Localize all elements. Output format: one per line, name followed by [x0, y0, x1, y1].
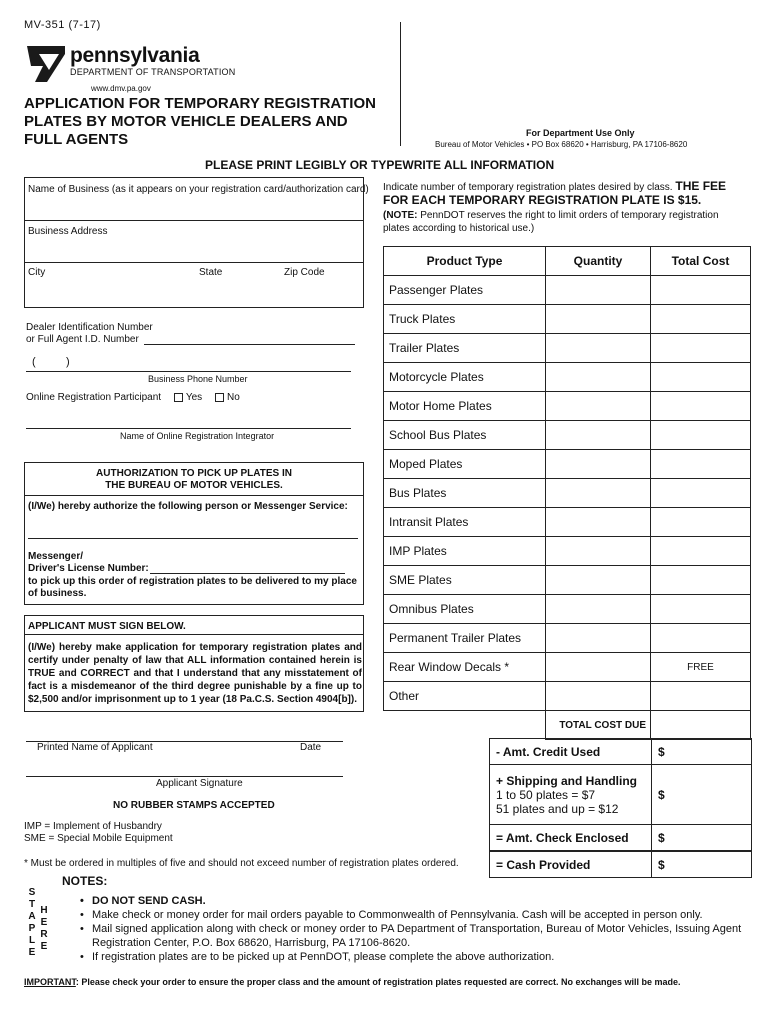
table-row: Truck Plates — [384, 305, 751, 334]
zip-label: Zip Code — [284, 267, 325, 278]
table-row: Moped Plates — [384, 450, 751, 479]
shipping-row — [489, 764, 752, 825]
shipping-label: + Shipping and Handling — [496, 773, 637, 788]
quantity-field[interactable] — [546, 276, 651, 305]
business-address-field[interactable] — [26, 238, 362, 260]
messenger-name-field[interactable] — [28, 538, 358, 539]
phone-paren-open: ( — [32, 356, 36, 368]
table-row: Bus Plates — [384, 479, 751, 508]
shipping-field[interactable]: $ — [652, 765, 752, 825]
table-row: Motorcycle Plates — [384, 363, 751, 392]
cost-field[interactable] — [651, 392, 751, 421]
cost-field[interactable] — [651, 508, 751, 537]
phone-label: Business Phone Number — [148, 374, 248, 384]
cash-row — [489, 851, 752, 878]
important-label: IMPORTANT — [24, 977, 76, 987]
col-total-cost: Total Cost — [651, 247, 751, 276]
table-row: IMP Plates — [384, 537, 751, 566]
cash-label: = Cash Provided — [490, 852, 652, 878]
logo-wordmark: pennsylvania — [70, 44, 200, 67]
cost-field[interactable] — [651, 276, 751, 305]
no-checkbox[interactable] — [215, 393, 224, 402]
shipping-rate-1: 1 to 50 plates = $7 — [496, 787, 596, 802]
indicate-text: Indicate number of temporary registration plates desired by class. — [383, 182, 673, 193]
dealer-id-label: Dealer Identification Number or Full Agent I.D. Number — [26, 322, 153, 345]
table-row: Passenger Plates — [384, 276, 751, 305]
city-state-zip-field[interactable] — [26, 280, 362, 306]
quantity-field[interactable] — [546, 566, 651, 595]
signature-label: Applicant Signature — [156, 778, 243, 789]
check-field[interactable]: $ — [652, 825, 752, 851]
online-participant-row — [26, 392, 240, 403]
state-label: State — [199, 267, 223, 278]
credit-field[interactable]: $ — [652, 739, 752, 765]
table-row: Rear Window Decals * FREE — [384, 653, 751, 682]
quantity-field[interactable] — [546, 450, 651, 479]
col-quantity: Quantity — [546, 247, 651, 276]
quantity-field[interactable] — [546, 508, 651, 537]
quantity-field[interactable] — [546, 682, 651, 711]
cost-field[interactable] — [651, 566, 751, 595]
list-item: • Mail signed application along with check or money order to PA Department of Transportation, Bureau of Motor Vehicles, Issuing Agent Registration Center, P.O. Box 68620, Harrisburg, PA 17106-8620. — [78, 922, 748, 950]
cost-field[interactable] — [651, 363, 751, 392]
total-row — [384, 711, 751, 740]
no-label: No — [226, 392, 240, 403]
authorization-statement: (I/We) hereby authorize the following person or Messenger Service: — [28, 501, 348, 512]
quantity-field[interactable] — [546, 421, 651, 450]
table-row: Intransit Plates — [384, 508, 751, 537]
staple-here-label-2: H E R E — [40, 905, 48, 952]
cost-field[interactable] — [651, 624, 751, 653]
cost-field[interactable] — [651, 305, 751, 334]
important-text: : Please check your order to ensure the proper class and the amount of registration plates requested are correct. No exchanges will be made. — [75, 977, 681, 987]
signature-field[interactable] — [26, 776, 343, 777]
quantity-field[interactable] — [546, 624, 651, 653]
table-row: School Bus Plates — [384, 421, 751, 450]
license-field[interactable] — [150, 573, 345, 574]
integrator-label: Name of Online Registration Integrator — [120, 431, 275, 441]
total-cost-due-label: TOTAL COST DUE — [546, 711, 651, 740]
yes-checkbox[interactable] — [174, 393, 183, 402]
form-title — [24, 95, 376, 149]
cost-field[interactable] — [651, 421, 751, 450]
plates-instructions — [383, 180, 753, 208]
business-name-label: Name of Business (as it appears on your registration card/authorization card) — [28, 184, 369, 195]
no-stamps-notice: NO RUBBER STAMPS ACCEPTED — [113, 800, 275, 811]
print-instruction: PLEASE PRINT LEGIBLY OR TYPEWRITE ALL INFORMATION — [205, 158, 555, 172]
quantity-field[interactable] — [546, 479, 651, 508]
col-product-type: Product Type — [384, 247, 546, 276]
online-participant-label: Online Registration Participant — [26, 392, 162, 403]
cost-field: FREE — [651, 653, 751, 682]
cost-field[interactable] — [651, 537, 751, 566]
cost-field[interactable] — [651, 450, 751, 479]
printed-name-label: Printed Name of Applicant — [37, 742, 153, 753]
quantity-field[interactable] — [546, 334, 651, 363]
important-notice — [24, 977, 681, 987]
dept-use-label: For Department Use Only — [526, 128, 635, 138]
dept-use-divider — [400, 22, 401, 146]
product-table — [383, 246, 751, 740]
yes-label: Yes — [185, 392, 203, 403]
cash-field[interactable]: $ — [652, 852, 752, 878]
table-row: Motor Home Plates — [384, 392, 751, 421]
dept-address: Bureau of Motor Vehicles • PO Box 68620 • Harrisburg, PA 17106-8620 — [435, 140, 688, 149]
authorization-title: AUTHORIZATION TO PICK UP PLATES IN THE BUREAU OF MOTOR VEHICLES. — [96, 468, 292, 491]
total-cost-due-field[interactable] — [651, 711, 751, 740]
dealer-id-field[interactable] — [144, 344, 355, 345]
cost-field[interactable] — [651, 479, 751, 508]
notes-title: NOTES: — [62, 874, 108, 888]
cost-field[interactable] — [651, 595, 751, 624]
phone-field[interactable] — [26, 371, 351, 372]
quantity-field[interactable] — [546, 392, 651, 421]
shipping-cell — [490, 765, 652, 825]
quantity-field[interactable] — [546, 363, 651, 392]
shipping-rate-2: 51 plates and up = $12 — [496, 801, 619, 816]
cost-field[interactable] — [651, 334, 751, 363]
table-row: Omnibus Plates — [384, 595, 751, 624]
business-name-field[interactable] — [26, 196, 362, 218]
table-row: SME Plates — [384, 566, 751, 595]
plates-note: (NOTE: PennDOT reserves the right to limit orders of temporary registration plates according to historical use.) — [383, 210, 719, 234]
penndot-keystone-logo-icon — [25, 44, 67, 84]
phone-paren-close: ) — [66, 356, 70, 368]
staple-here-label: S T A P L E — [28, 887, 36, 958]
fee-text: THE FEE FOR EACH TEMPORARY REGISTRATION PLATE IS $15. — [383, 179, 727, 207]
messenger-label: Messenger/ — [28, 551, 84, 562]
quantity-field[interactable] — [546, 305, 651, 334]
department-name: DEPARTMENT OF TRANSPORTATION — [70, 67, 236, 77]
city-label: City — [28, 267, 46, 278]
credit-row — [489, 738, 752, 765]
notes-list — [78, 894, 748, 964]
list-item: • DO NOT SEND CASH. — [78, 894, 748, 908]
table-row: Other — [384, 682, 751, 711]
cost-field[interactable] — [651, 682, 751, 711]
title-line-2: PLATES BY MOTOR VEHICLE DEALERS AND — [24, 113, 348, 130]
quantity-field[interactable] — [546, 653, 651, 682]
quantity-field[interactable] — [546, 537, 651, 566]
title-line-1: APPLICATION FOR TEMPORARY REGISTRATION — [24, 95, 376, 112]
table-row: Trailer Plates — [384, 334, 751, 363]
title-line-3: FULL AGENTS — [24, 131, 129, 148]
table-row: Permanent Trailer Plates — [384, 624, 751, 653]
business-address-label: Business Address — [28, 226, 108, 237]
pickup-text: to pick up this order of registration plates to be delivered to my place of business. — [28, 576, 357, 599]
integrator-field[interactable] — [26, 428, 351, 429]
applicant-title: APPLICANT MUST SIGN BELOW. — [28, 621, 186, 632]
abbreviations: IMP = Implement of Husbandry SME = Special Mobile Equipment — [24, 821, 173, 844]
form-number: MV-351 (7-17) — [24, 19, 101, 31]
license-label: Driver's License Number: — [28, 563, 149, 574]
list-item: • Make check or money order for mail orders payable to Commonwealth of Pennsylvania. Cash will be accepted in person only. — [78, 908, 748, 922]
check-label: = Amt. Check Enclosed — [490, 825, 652, 851]
multiples-note: * Must be ordered in multiples of five and should not exceed number of registration plates ordered. — [24, 858, 459, 869]
website-link[interactable]: www.dmv.pa.gov — [91, 84, 151, 93]
check-row — [489, 824, 752, 851]
credit-label: - Amt. Credit Used — [490, 739, 652, 765]
quantity-field[interactable] — [546, 595, 651, 624]
list-item: • If registration plates are to be picked up at PennDOT, please complete the above authorization. — [78, 950, 748, 964]
applicant-statement: (I/We) hereby make application for temporary registration plates and certify under penalty of law that ALL information contained herein is TRUE and CORRECT and that I understand that any misstatement of fact is a misdemeanor of the third degree punishable by a fine up to $2,500 and/or imprisonment up to 1 year (18 Pa.C.S. Section 4904[b]). — [28, 642, 362, 705]
date-label: Date — [300, 742, 322, 753]
